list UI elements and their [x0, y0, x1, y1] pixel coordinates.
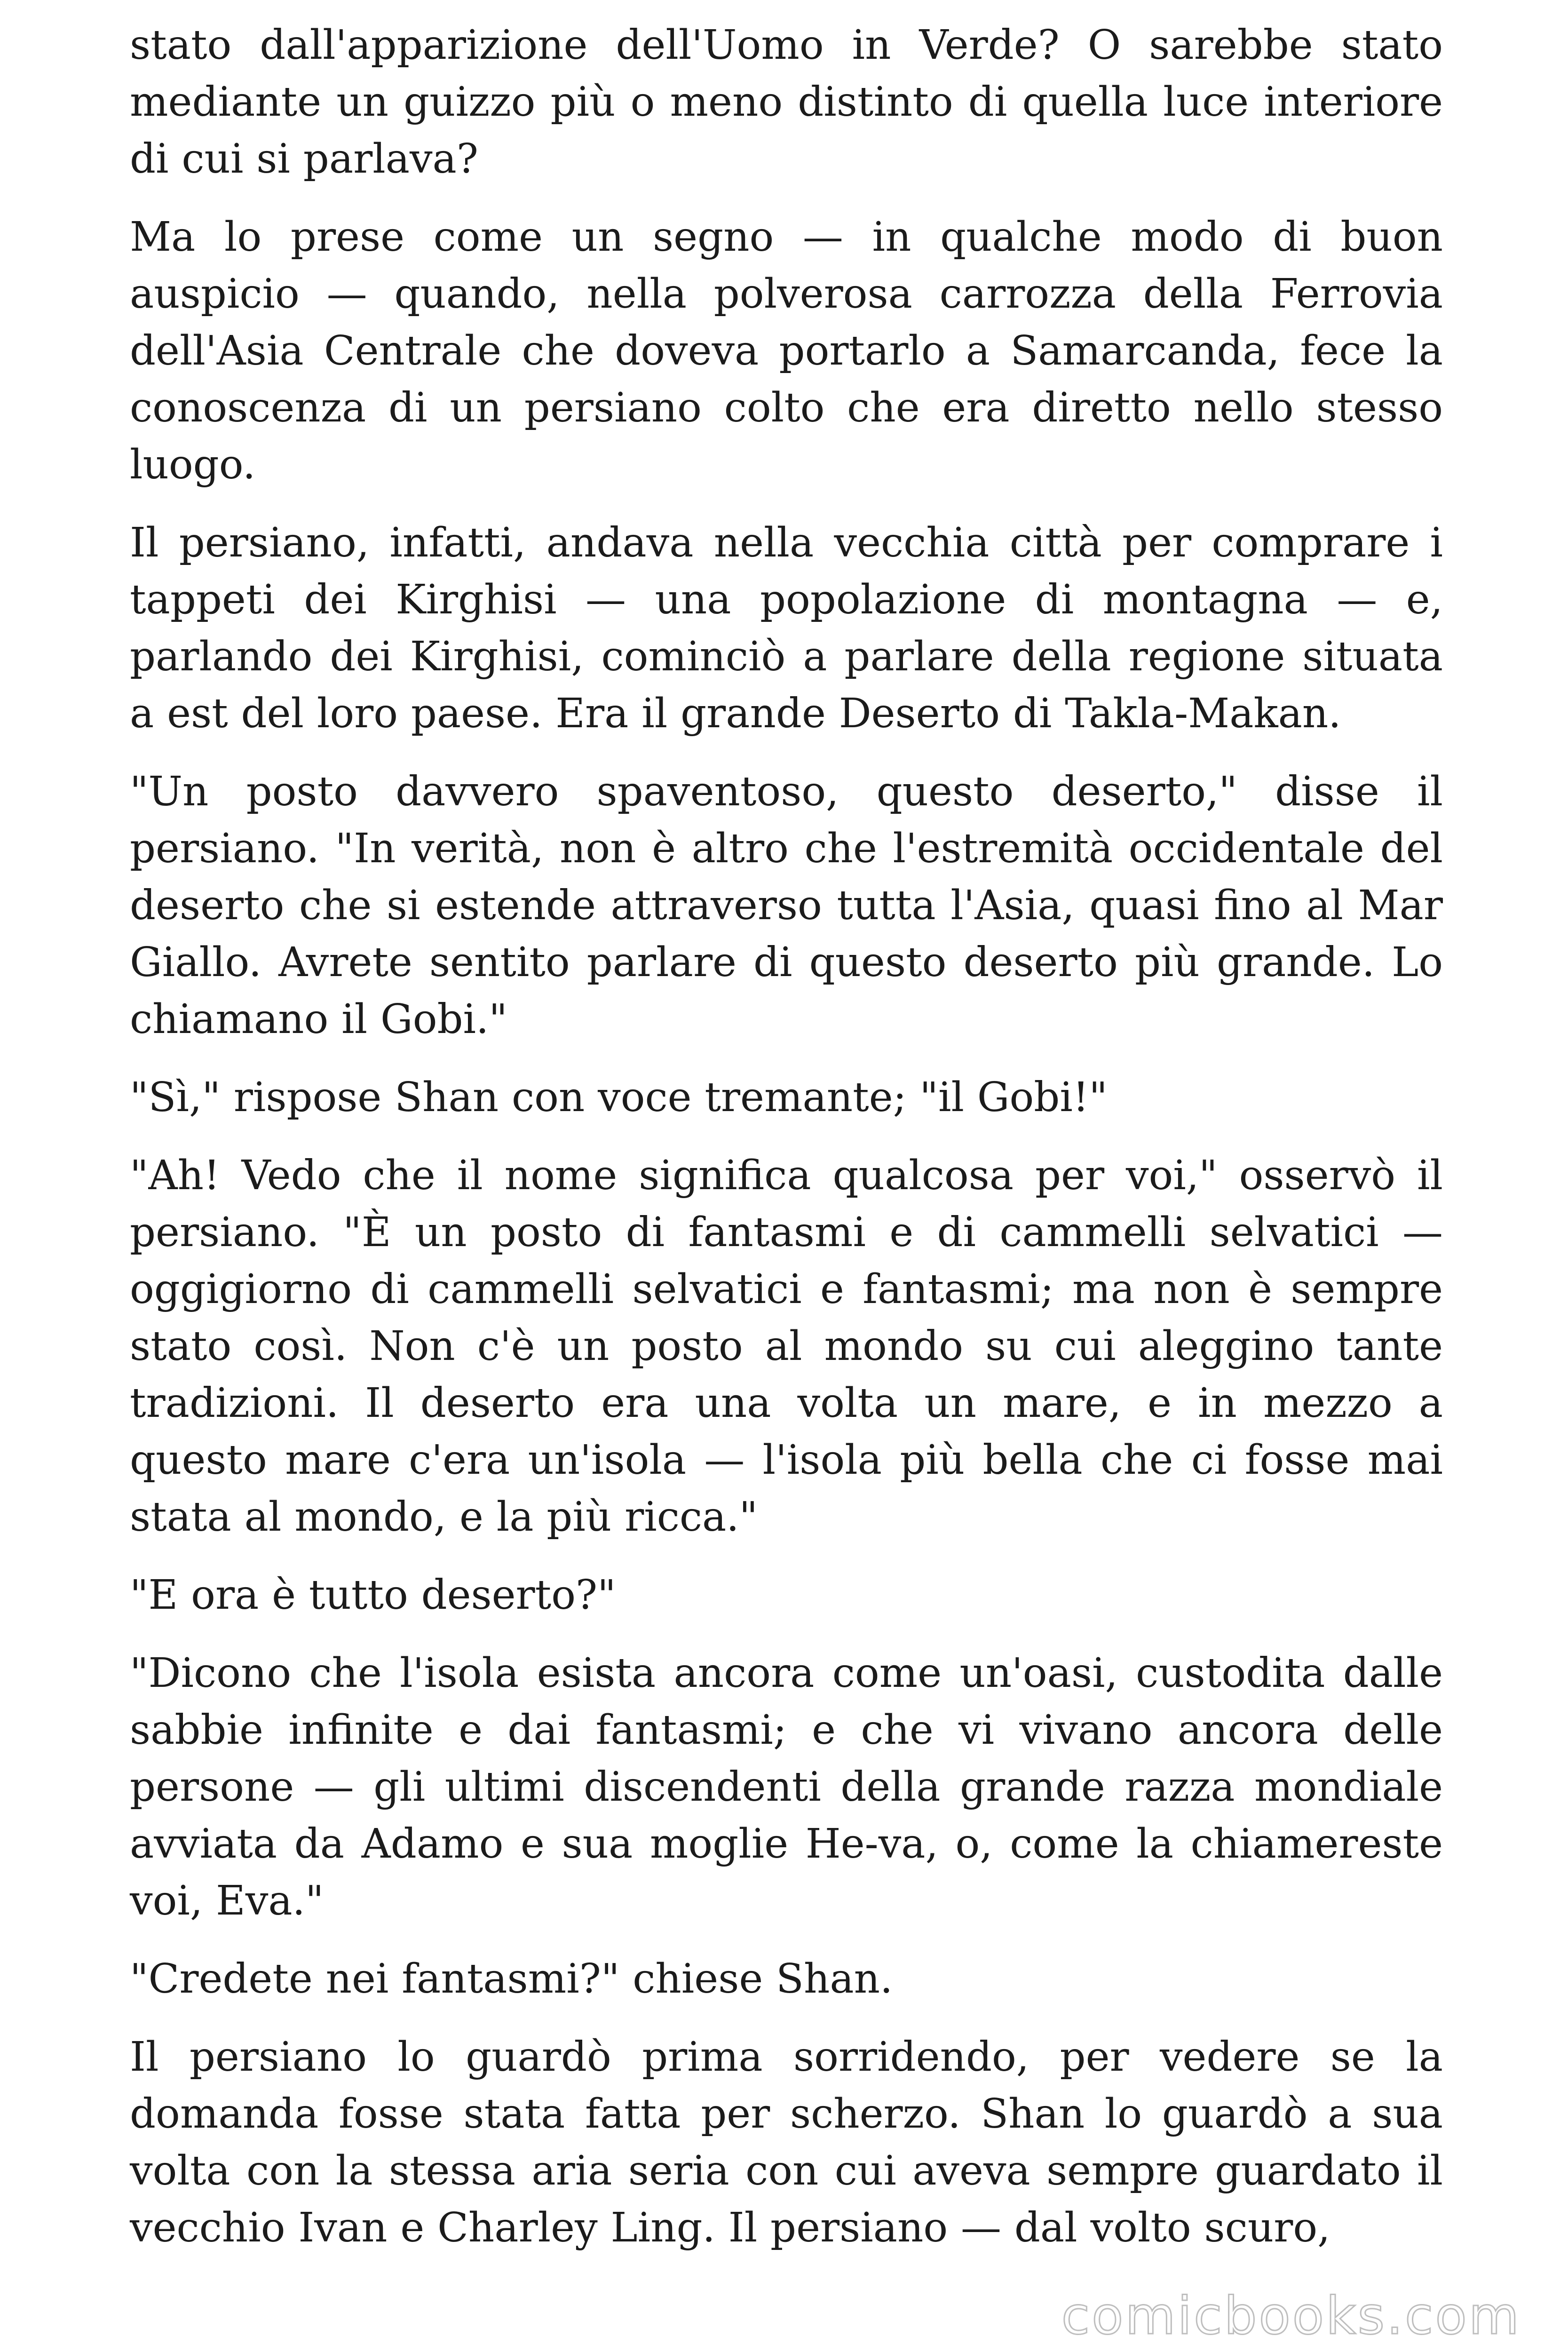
paragraph: Ma lo prese come un segno — in qualche modo di buon auspicio — quando, nella polverosa carrozza della Ferrovia dell'Asia Centrale che doveva portarlo a Samarcanda, fece la conoscenza di un persiano colto che era diretto nello stesso luogo.	[130, 214, 1443, 488]
paragraph: "Sì," rispose Shan con voce tremante; "il Gobi!"	[130, 1074, 1108, 1121]
paragraph: "Credete nei fantasmi?" chiese Shan.	[130, 1955, 893, 2002]
paragraph: Il persiano, infatti, andava nella vecchia città per comprare i tappeti dei Kirghisi — una popolazione di montagna — e, parlando dei Kirghisi, cominciò a parlare della regione situata a est del loro paese. Era il grande Deserto di Takla-Makan.	[130, 519, 1443, 737]
watermark: comicbooks.com	[1061, 2286, 1521, 2346]
paragraph: "Un posto davvero spaventoso, questo deserto," disse il persiano. "In verità, non è altro che l'estremità occidentale del deserto che si estende attraverso tutta l'Asia, quasi fino al Mar Giallo. Avrete sentito parlare di questo deserto più grande. Lo chiamano il Gobi."	[130, 768, 1443, 1043]
paragraph: "Dicono che l'isola esista ancora come un'oasi, custodita dalle sabbie infinite e dai fantasmi; e che vi vivano ancora delle persone — gli ultimi discendenti della grande razza mondiale avviata da Adamo e sua moglie He-va, o, come la chiamereste voi, Eva."	[130, 1650, 1443, 1924]
paragraph: "E ora è tutto deserto?"	[130, 1572, 616, 1619]
page-body	[130, 17, 1443, 2278]
paragraph: "Ah! Vedo che il nome significa qualcosa per voi," osservò il persiano. "È un posto di fantasmi e di cammelli selvatici — oggigiorno di cammelli selvatici e fantasmi; ma non è sempre stato così. Non c'è un posto al mondo su cui aleggino tante tradizioni. Il deserto era una volta un mare, e in mezzo a questo mare c'era un'isola — l'isola più bella che ci fosse mai stata al mondo, e la più ricca."	[130, 1152, 1443, 1541]
paragraph: Il persiano lo guardò prima sorridendo, per vedere se la domanda fosse stata fatta per scherzo. Shan lo guardò a sua volta con la stessa aria seria con cui aveva sempre guardato il vecchio Ivan e Charley Ling. Il persiano — dal volto scuro,	[130, 2034, 1443, 2251]
paragraph: stato dall'apparizione dell'Uomo in Verde? O sarebbe stato mediante un guizzo più o meno distinto di quella luce interiore di cui si parlava?	[130, 22, 1443, 183]
